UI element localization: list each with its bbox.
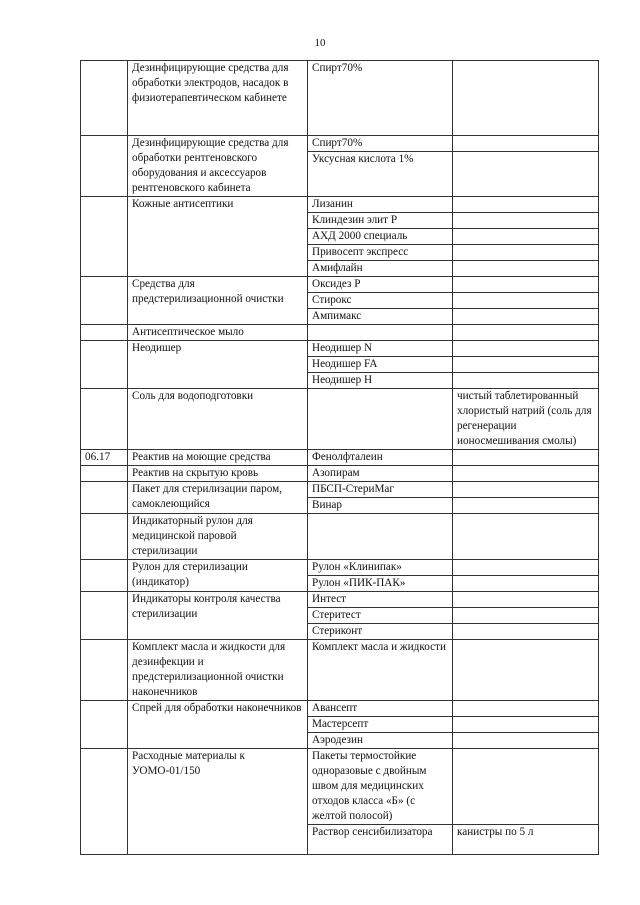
table-row [81, 325, 599, 341]
category-cell: Реактив на скрытую кровь [128, 466, 308, 482]
product-cell: Аэродезин [308, 733, 453, 749]
product-cell: Клиндезин элит Р [308, 213, 453, 229]
code-cell [81, 136, 128, 197]
product-cell [308, 514, 453, 560]
note-cell: чистый таблетированный хлористый натрий (соль для регенерации ионосмешивания смолы) [453, 389, 599, 450]
note-cell [453, 197, 599, 213]
code-cell [81, 560, 128, 592]
table-row [81, 136, 599, 152]
code-cell [81, 466, 128, 482]
note-cell [453, 608, 599, 624]
category-cell: Реактив на моющие средства [128, 450, 308, 466]
code-cell [81, 640, 128, 701]
product-cell [308, 325, 453, 341]
note-cell [453, 213, 599, 229]
note-cell [453, 560, 599, 576]
code-cell [81, 197, 128, 277]
note-cell [453, 498, 599, 514]
code-cell [81, 341, 128, 389]
product-cell: Авансепт [308, 701, 453, 717]
category-cell: Соль для водоподготовки [128, 389, 308, 450]
table-row [81, 389, 599, 450]
product-cell: Стеритест [308, 608, 453, 624]
product-cell: Стирокс [308, 293, 453, 309]
product-cell: Пакеты термостойкие одноразовые с двойным швом для медицинских отходов класса «Б» (с желтой полосой) [308, 749, 453, 825]
table-row [81, 514, 599, 560]
product-cell: Оксидез Р [308, 277, 453, 293]
code-cell [81, 277, 128, 325]
code-cell [81, 61, 128, 136]
category-cell: Спрей для обработки наконечников [128, 701, 308, 749]
note-cell [453, 61, 599, 136]
product-cell: Мастерсепт [308, 717, 453, 733]
note-cell [453, 466, 599, 482]
product-cell: Амифлайн [308, 261, 453, 277]
note-cell [453, 749, 599, 825]
product-cell: Неодишер Н [308, 373, 453, 389]
product-cell: АХД 2000 специаль [308, 229, 453, 245]
category-cell: Средства для предстерилизационной очистки [128, 277, 308, 325]
category-cell: Индикаторный рулон для медицинской паровой стерилизации [128, 514, 308, 560]
product-cell: Рулон «Клинипак» [308, 560, 453, 576]
product-cell: Уксусная кислота 1% [308, 152, 453, 197]
note-cell [453, 261, 599, 277]
consumables-table [80, 60, 599, 855]
note-cell [453, 733, 599, 749]
category-cell: Комплект масла и жидкости для дезинфекции и предстерилизационной очистки наконечников [128, 640, 308, 701]
code-cell: 06.17 [81, 450, 128, 466]
note-cell [453, 514, 599, 560]
product-cell: Ампимакс [308, 309, 453, 325]
product-cell: Привосепт экспресс [308, 245, 453, 261]
note-cell [453, 640, 599, 701]
product-cell: Фенолфталеин [308, 450, 453, 466]
note-cell: канистры по 5 л [453, 825, 599, 855]
product-cell: Спирт70% [308, 61, 453, 136]
product-cell: Раствор сенсибилизатора [308, 825, 453, 855]
product-cell: Лизанин [308, 197, 453, 213]
note-cell [453, 592, 599, 608]
note-cell [453, 341, 599, 357]
note-cell [453, 624, 599, 640]
product-cell: Комплект масла и жидкости [308, 640, 453, 701]
table-row [81, 701, 599, 717]
table-row [81, 277, 599, 293]
note-cell [453, 136, 599, 152]
category-cell: Кожные антисептики [128, 197, 308, 277]
product-cell: Рулон «ПИК-ПАК» [308, 576, 453, 592]
product-cell: Винар [308, 498, 453, 514]
table-row [81, 592, 599, 608]
product-cell: Неодишер FA [308, 357, 453, 373]
note-cell [453, 576, 599, 592]
code-cell [81, 325, 128, 341]
note-cell [453, 325, 599, 341]
category-cell: Пакет для стерилизации паром, самоклеющийся [128, 482, 308, 514]
table-row [81, 749, 599, 825]
table-row [81, 61, 599, 136]
note-cell [453, 229, 599, 245]
code-cell [81, 592, 128, 640]
product-cell: Неодишер N [308, 341, 453, 357]
note-cell [453, 701, 599, 717]
code-cell [81, 749, 128, 855]
category-cell: Дезинфицирующие средства для обработки электродов, насадок в физиотерапевтическом кабинете [128, 61, 308, 136]
table-row [81, 341, 599, 357]
table-row [81, 466, 599, 482]
category-cell: Расходные материалы к УОМО-01/150 [128, 749, 308, 855]
note-cell [453, 450, 599, 466]
note-cell [453, 717, 599, 733]
product-cell [308, 389, 453, 450]
category-cell: Индикаторы контроля качества стерилизации [128, 592, 308, 640]
product-cell: Азопирам [308, 466, 453, 482]
note-cell [453, 277, 599, 293]
note-cell [453, 309, 599, 325]
product-cell: Интест [308, 592, 453, 608]
code-cell [81, 514, 128, 560]
table-row [81, 450, 599, 466]
table-row [81, 197, 599, 213]
code-cell [81, 701, 128, 749]
category-cell: Рулон для стерилизации (индикатор) [128, 560, 308, 592]
product-cell: Стериконт [308, 624, 453, 640]
note-cell [453, 152, 599, 197]
note-cell [453, 293, 599, 309]
code-cell [81, 389, 128, 450]
category-cell: Неодишер [128, 341, 308, 389]
page-number: 10 [314, 37, 326, 49]
category-cell: Антисептическое мыло [128, 325, 308, 341]
note-cell [453, 373, 599, 389]
table-row [81, 482, 599, 498]
product-cell: Спирт70% [308, 136, 453, 152]
product-cell: ПБСП-СтериМаг [308, 482, 453, 498]
table-row [81, 560, 599, 576]
category-cell: Дезинфицирующие средства для обработки рентгеновского оборудования и аксессуаров рентгеновского кабинета [128, 136, 308, 197]
code-cell [81, 482, 128, 514]
table-row [81, 640, 599, 701]
note-cell [453, 357, 599, 373]
note-cell [453, 245, 599, 261]
note-cell [453, 482, 599, 498]
